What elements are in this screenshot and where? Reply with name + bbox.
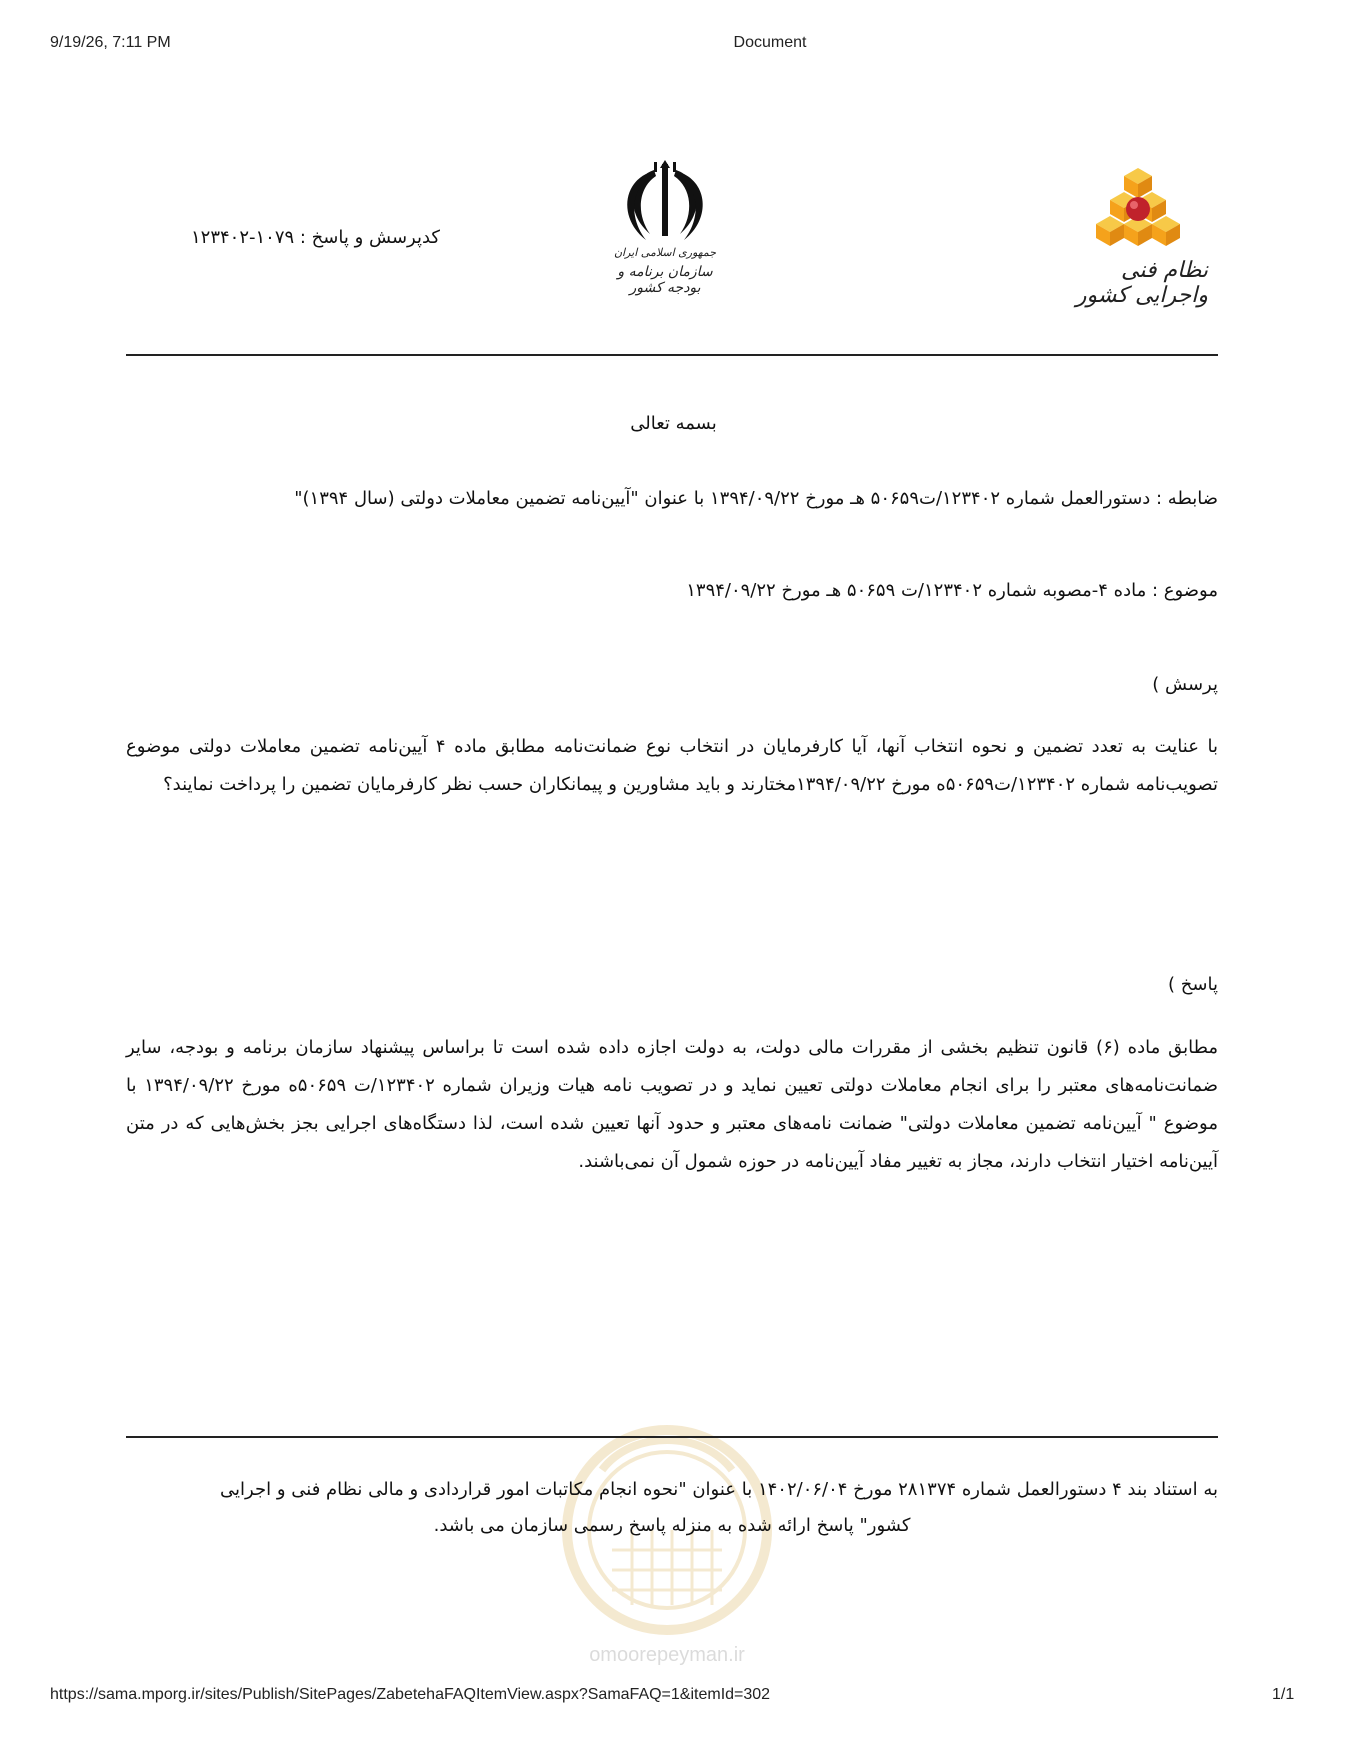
- footer-note: [126, 1472, 1218, 1544]
- iran-emblem: [610, 160, 720, 315]
- qa-code: کدپرسش و پاسخ : ۱۰۷۹-۱۲۳۴۰۲: [190, 227, 440, 248]
- watermark-url: omoorepeyman.ir: [589, 1644, 745, 1666]
- nezam-fanni-logo-text: نظام فنی واجرایی کشور: [1075, 258, 1208, 308]
- print-datetime: 9/19/26, 7:11 PM: [50, 34, 171, 51]
- answer-text: مطابق ماده (۶) قانون تنظیم بخشی از مقررات مالی دولت، به دولت اجازه داده شده است تا براساس پیشنهاد سازمان برنامه و بودجه، سایر ضمانت‌نامه‌های معتبر را برای انجام معاملات دولتی تعیین نماید و در تصویب نامه هیات وزیران شماره ۱۲۳۴۰۲/ت ۵۰۶۵۹ه مورخ ۱۳۹۴/۰۹/۲۲ با موضوع " آیین‌نامه تضمین معاملات دولتی" ضمانت نامه‌های معتبر و حدود آنها تعیین شده است، لذا دستگاه‌های اجرایی بجز بخش‌هایی که در متن آیین‌نامه اختیار انتخاب دارند، مجاز به تغییر مفاد آیین‌نامه در حوزه شمول آن نمی‌باشند.: [126, 1037, 1219, 1172]
- criterion-line: ضابطه : دستورالعمل شماره ۱۲۳۴۰۲/ت۵۰۶۵۹ هـ مورخ ۱۳۹۴/۰۹/۲۲ با عنوان "آیین‌نامه تضمین معاملات دولتی (سال ۱۳۹۴)": [294, 488, 1218, 509]
- emblem-country-text: جمهوری اسلامی ایران: [613, 246, 717, 259]
- print-title: Document: [733, 34, 807, 51]
- footer-divider: [126, 1436, 1218, 1438]
- print-page-number: 1/1: [1272, 1686, 1295, 1703]
- answer-heading: پاسخ ): [1168, 974, 1218, 995]
- subject-line: موضوع : ماده ۴-مصوبه شماره ۱۲۳۴۰۲/ت ۵۰۶۵۹ هـ مورخ ۱۳۹۴/۰۹/۲۲: [686, 580, 1218, 601]
- print-url: https://sama.mporg.ir/sites/Publish/SitePages/ZabetehaFAQItemView.aspx?SamaFAQ=1&itemId=302: [50, 1686, 771, 1703]
- footer-note-line2: کشور" پاسخ ارائه شده به منزله پاسخ رسمی سازمان می باشد.: [433, 1515, 911, 1536]
- nezam-fanni-logo-icon: [1068, 162, 1208, 262]
- footer-note-line1: به استناد بند ۴ دستورالعمل شماره ۲۸۱۳۷۴ مورخ ۱۴۰۲/۰۶/۰۴ با عنوان "نحوه انجام مکاتبات امور قراردادی و مالی نظام فنی و اجرایی: [220, 1479, 1218, 1500]
- iran-emblem-icon: [610, 160, 720, 246]
- question-heading: پرسش ): [1152, 674, 1218, 695]
- question-text: با عنایت به تعدد تضمین و نحوه انتخاب آنها، آیا کارفرمایان در انتخاب نوع ضمانت‌نامه مطابق ماده ۴ آیین‌نامه تضمین معاملات دولتی موضوع تصویب‌نامه شماره ۱۲۳۴۰۲/ت۵۰۶۵۹ه مورخ ۱۳۹۴/۰۹/۲۲مختارند و باید مشاورین و پیمانکاران حسب نظر کارفرمایان تضمین را پرداخت نمایند؟: [126, 736, 1218, 795]
- header-divider: [126, 354, 1218, 356]
- emblem-org-text: سازمان برنامه و بودجه کشور: [617, 264, 713, 296]
- nezam-fanni-logo: [1068, 162, 1208, 308]
- bismillah: بسمه تعالی: [630, 413, 717, 434]
